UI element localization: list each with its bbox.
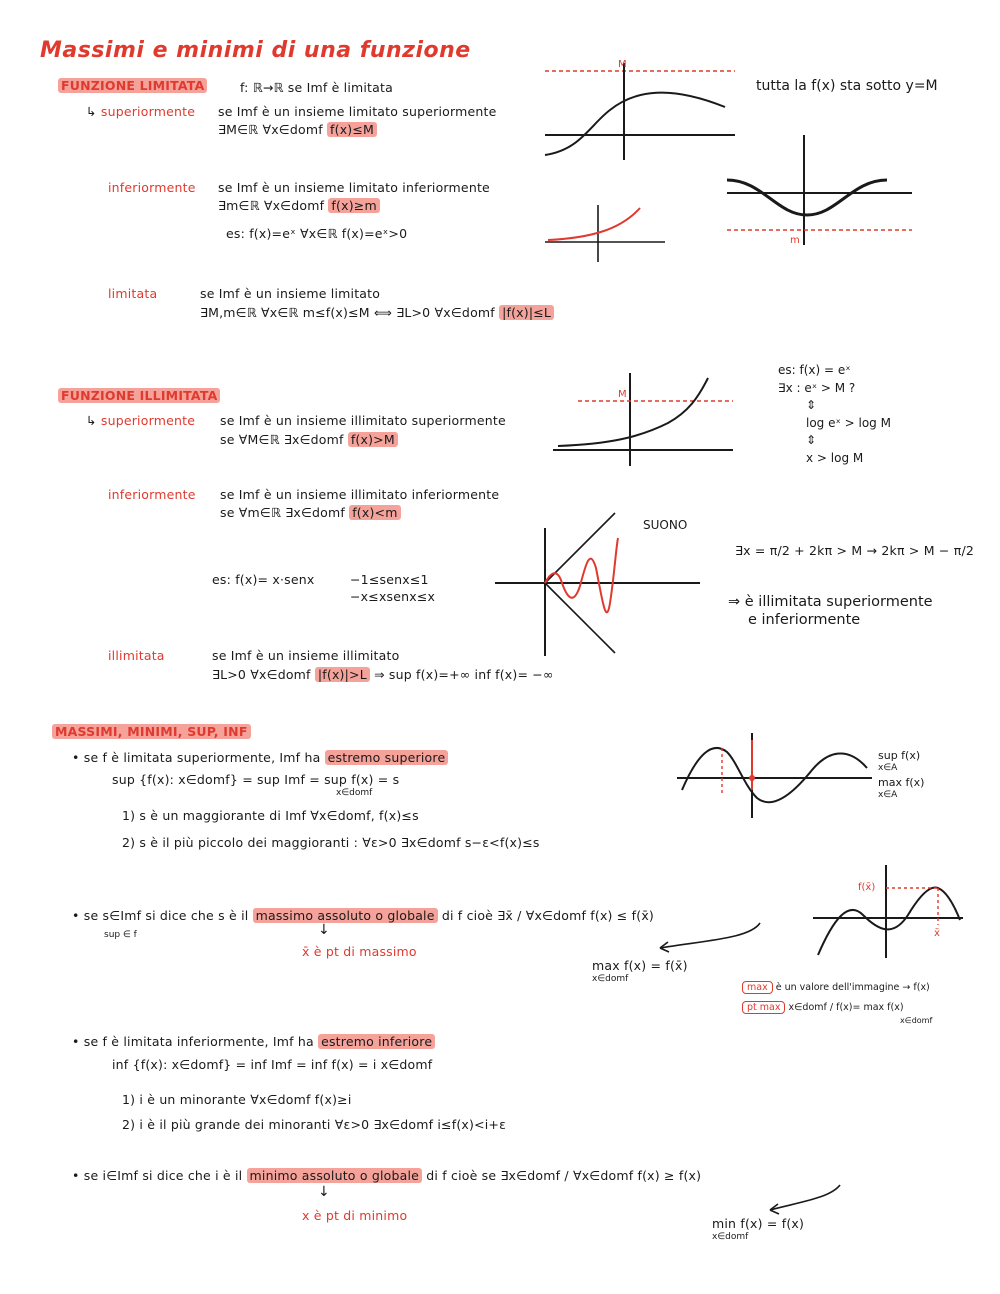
label-superiormente: superiormente [100,104,196,119]
lim-line2-highlight: |f(x)|≤L [499,305,554,320]
xsinx-bound2: −x≤xsenx≤x [350,589,436,604]
exp-example-r4: log eˣ > log M [806,415,891,430]
bullet3-formula: inf {f(x): x∈domf} = inf Imf = inf f(x) = i [112,1057,377,1072]
exp-example-r2: ∃x : eˣ > M ? [778,380,856,395]
graph-max [808,860,968,960]
ill-inf-line1: se Imf è un insieme illimitato inferiormente [220,487,500,502]
bullet1-highlight: estremo superiore [325,750,449,765]
ill-sup-line2-highlight: f(x)>M [348,432,398,447]
section-header-limitata: FUNZIONE LIMITATA [58,78,207,93]
bullet4-arrow [760,1180,850,1220]
inf-line1: se Imf è un insieme limitato inferiormente [218,180,490,195]
bullet4-highlight: minimo assoluto o globale [247,1168,423,1183]
bullet4-min-sub: x∈domf [712,1232,749,1242]
max-note1-text: è un valore dell'immagine → f(x) [775,982,930,993]
exp-example-r3: ⇕ [806,398,817,412]
ill-sup-line1: se Imf è un insieme illimitato superiormente [220,413,506,428]
inf-line2-highlight: f(x)≥m [328,198,379,213]
legend-sup: sup f(x) [878,749,921,762]
ill-inf-line2-highlight: f(x)<m [349,505,400,520]
bullet2-pt-max: x̄ è pt di massimo [302,944,417,959]
max-note2-sub: x∈domf [900,1016,933,1025]
side-note: tutta la f(x) sta sotto y=M [756,78,938,94]
xsinx-example: es: f(x)= x·senx [212,572,315,587]
graph2-m-label: m [790,235,800,246]
graph7-xbar-label: x̄ [934,928,940,939]
ill-sup-line2: se ∀M∈ℝ ∃x∈domf [220,432,344,447]
xsinx-bound1: −1≤senx≤1 [350,572,429,587]
exp-example-block [778,362,891,467]
graph1-M-label: M [618,59,627,70]
section-header-massimi: MASSIMI, MINIMI, SUP, INF [52,724,251,739]
graph-bounded-above [540,55,740,165]
graph-sup [672,730,877,820]
ill-line1: se Imf è un insieme illimitato [212,648,400,663]
graph-exp-small [540,200,670,265]
graph-unbounded-exp [548,368,738,468]
bullet4-min-formula: min f(x) = f(x) [712,1216,805,1231]
label-limitata: limitata [108,286,158,301]
bullet4-pt-min: x è pt di minimo [302,1208,408,1223]
conclusion-line2: e inferiormente [748,612,861,628]
exp-example-r6: x > log M [806,450,864,465]
legend-sup-sub: x∈A [878,763,898,773]
bullet2-sub: sup ∈ f [104,930,137,940]
graph7-fx-label: f(x̄) [858,882,876,893]
sup-line1: se Imf è un insieme limitato superiormente [218,104,497,119]
sup-line2: ∃M∈ℝ ∀x∈domf [218,122,323,137]
inf-line2: ∃m∈ℝ ∀x∈domf [218,198,325,213]
legend-max-sub: x∈A [878,790,898,800]
bullet2-text: • se s∈Imf si dice che s è il [72,908,249,923]
legend-max: max f(x) [878,776,925,789]
max-note2-text: x∈domf / f(x)= max f(x) [788,1002,904,1013]
bullet1-text: • se f è limitata superiormente, Imf ha [72,750,321,765]
bullet2-max-formula: max f(x) = f(x̄) [592,958,688,973]
bullet2-arrow [640,918,770,958]
label-inferiormente-2: inferiormente [108,487,196,502]
bullet3-formula-tail: x∈domf [380,1057,433,1072]
conclusion-line1: ⇒ è illimitata superiormente [728,594,933,610]
ill-line2-tail: ⇒ sup f(x)=+∞ inf f(x)= −∞ [374,667,554,682]
bullet4-tail: di f cioè se ∃x∈domf / ∀x∈domf f(x) ≥ f(x) [426,1168,702,1183]
bullet3-highlight: estremo inferiore [318,1034,435,1049]
exp-example-r5: ⇕ [806,433,817,447]
label-illimitata: illimitata [108,648,165,663]
ill-line2: ∃L>0 ∀x∈domf [212,667,311,682]
bullet2-tail: di f cioè ∃x̄ / ∀x∈domf f(x) ≤ f(x̄) [441,908,654,923]
bullet2-max-sub: x∈domf [592,974,629,984]
bullet1-property2: 2) s è il più piccolo dei maggioranti : ∀ε>0 ∃x∈domf s−ε<f(x)≤s [122,835,540,850]
page-title: Massimi e minimi di una funzione [40,38,471,63]
bullet4-text: • se i∈Imf si dice che i è il [72,1168,243,1183]
bullet1-formula: sup {f(x): x∈domf} = sup Imf = sup f(x) = s [112,772,400,787]
label-inferiormente: inferiormente [108,180,196,195]
bullet1-property1: 1) s è un maggiorante di Imf ∀x∈domf, f(x)≤s [122,808,419,823]
graph4-M-label: M [618,389,627,400]
bullet2-highlight: massimo assoluto o globale [253,908,438,923]
bullet3-text: • se f è limitata inferiormente, Imf ha [72,1034,314,1049]
exp-example-r1: es: f(x) = eˣ [778,363,851,377]
bullet1-formula-sub: x∈domf [336,788,373,798]
max-note1 [742,982,930,993]
xsinx-solution: ∃x = π/2 + 2kπ > M → 2kπ > M − π/2 [735,543,975,558]
bullet3-property1: 1) i è un minorante ∀x∈domf f(x)≥i [122,1092,352,1107]
sup-max-legend [878,750,924,801]
ill-line2-highlight: |f(x)|>L [315,667,370,682]
sup-line2-highlight: f(x)≤M [327,122,377,137]
ill-inf-line2: se ∀m∈ℝ ∃x∈domf [220,505,346,520]
label-superiormente-2: superiormente [100,413,196,428]
lim-line1: se Imf è un insieme limitato [200,286,381,301]
definition-text: f: ℝ→ℝ se Imf è limitata [240,80,393,95]
max-note1-box: max [742,981,773,994]
max-note2 [742,1002,904,1013]
graph-bounded-below [722,130,917,250]
graph-xsinx [490,508,705,658]
section-header-illimitata: FUNZIONE ILLIMITATA [58,388,220,403]
bullet3-property2: 2) i è il più grande dei minoranti ∀ε>0 ∃x∈domf i≤f(x)<i+ε [122,1117,507,1132]
suono-label: SUONO [643,518,688,532]
inf-example: es: f(x)=eˣ ∀x∈ℝ f(x)=eˣ>0 [226,226,408,241]
lim-line2: ∃M,m∈ℝ ∀x∈ℝ m≤f(x)≤M ⟺ ∃L>0 ∀x∈domf [200,305,495,320]
max-note2-box: pt max [742,1001,785,1014]
